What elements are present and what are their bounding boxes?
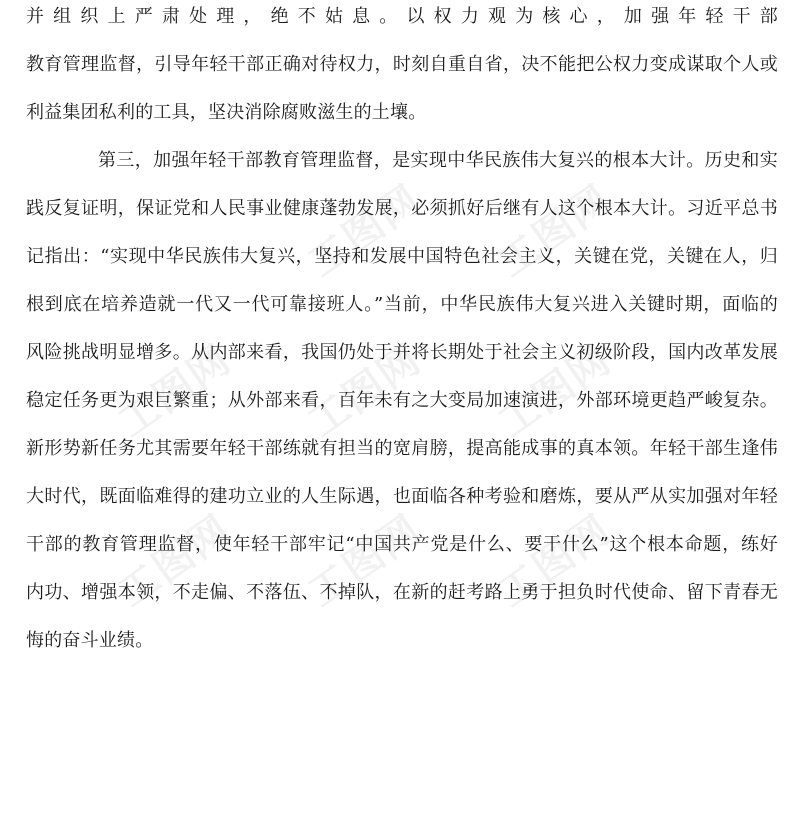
text-line: 内功、增强本领，不走偏、不落伍、不掉队，在新的赶考路上勇于担负时代使命、留下青春无 <box>26 582 778 603</box>
text-line: 根到底在培养造就一代又一代可靠接班人。”当前，中华民族伟大复兴进入关键时期，面临的 <box>26 294 778 315</box>
text-line: 新形势新任务尤其需要年轻干部练就有担当的宽肩膀，提高能成事的真本领。年轻干部生逢伟 <box>26 438 778 459</box>
paragraph-first-line: 第三，加强年轻干部教育管理监督，是实现中华民族伟大复兴的根本大计。历史和实 <box>98 150 778 171</box>
watermark-logo: 工图网 <box>490 506 620 617</box>
text-line: 稳定任务更为艰巨繁重；从外部来看，百年未有之大变局加速演进，外部环境更趋严峻复杂。 <box>26 390 778 411</box>
text-line: 悔的奋斗业绩。 <box>26 630 154 651</box>
text-line: 践反复证明，保证党和人民事业健康蓬勃发展，必须抓好后继有人这个根本大计。习近平总书 <box>26 198 778 219</box>
text-line: 利益集团私利的工具，坚决消除腐败滋生的土壤。 <box>26 102 427 123</box>
watermark-logo: 工图网 <box>300 176 430 287</box>
watermark-logo: 工图网 <box>110 506 240 617</box>
text-line: 大时代，既面临难得的建功立业的人生际遇，也面临各种考验和磨炼，要从严从实加强对年轻 <box>26 486 778 507</box>
text-line: 风险挑战明显增多。从内部来看，我国仍处于并将长期处于社会主义初级阶段，国内改革发展 <box>26 342 778 363</box>
watermark-logo: 工图网 <box>300 506 430 617</box>
watermark-logo: 工图网 <box>490 336 620 447</box>
watermark-logo: 工图网 <box>490 176 620 287</box>
text-line: 并组织上严肃处理，绝不姑息。以权力观为核心，加强年轻干部 <box>26 6 778 27</box>
watermark-logo: 工图网 <box>300 336 430 447</box>
text-line: 干部的教育管理监督，使年轻干部牢记“中国共产党是什么、要干什么”这个根本命题，练好 <box>26 534 778 555</box>
document-body <box>26 0 778 665</box>
text-line: 记指出：“实现中华民族伟大复兴，坚持和发展中国特色社会主义，关键在党，关键在人，归 <box>26 246 778 267</box>
watermark-logo: 工图网 <box>110 336 240 447</box>
text-line: 教育管理监督，引导年轻干部正确对待权力，时刻自重自省，决不能把公权力变成谋取个人或 <box>26 54 778 75</box>
